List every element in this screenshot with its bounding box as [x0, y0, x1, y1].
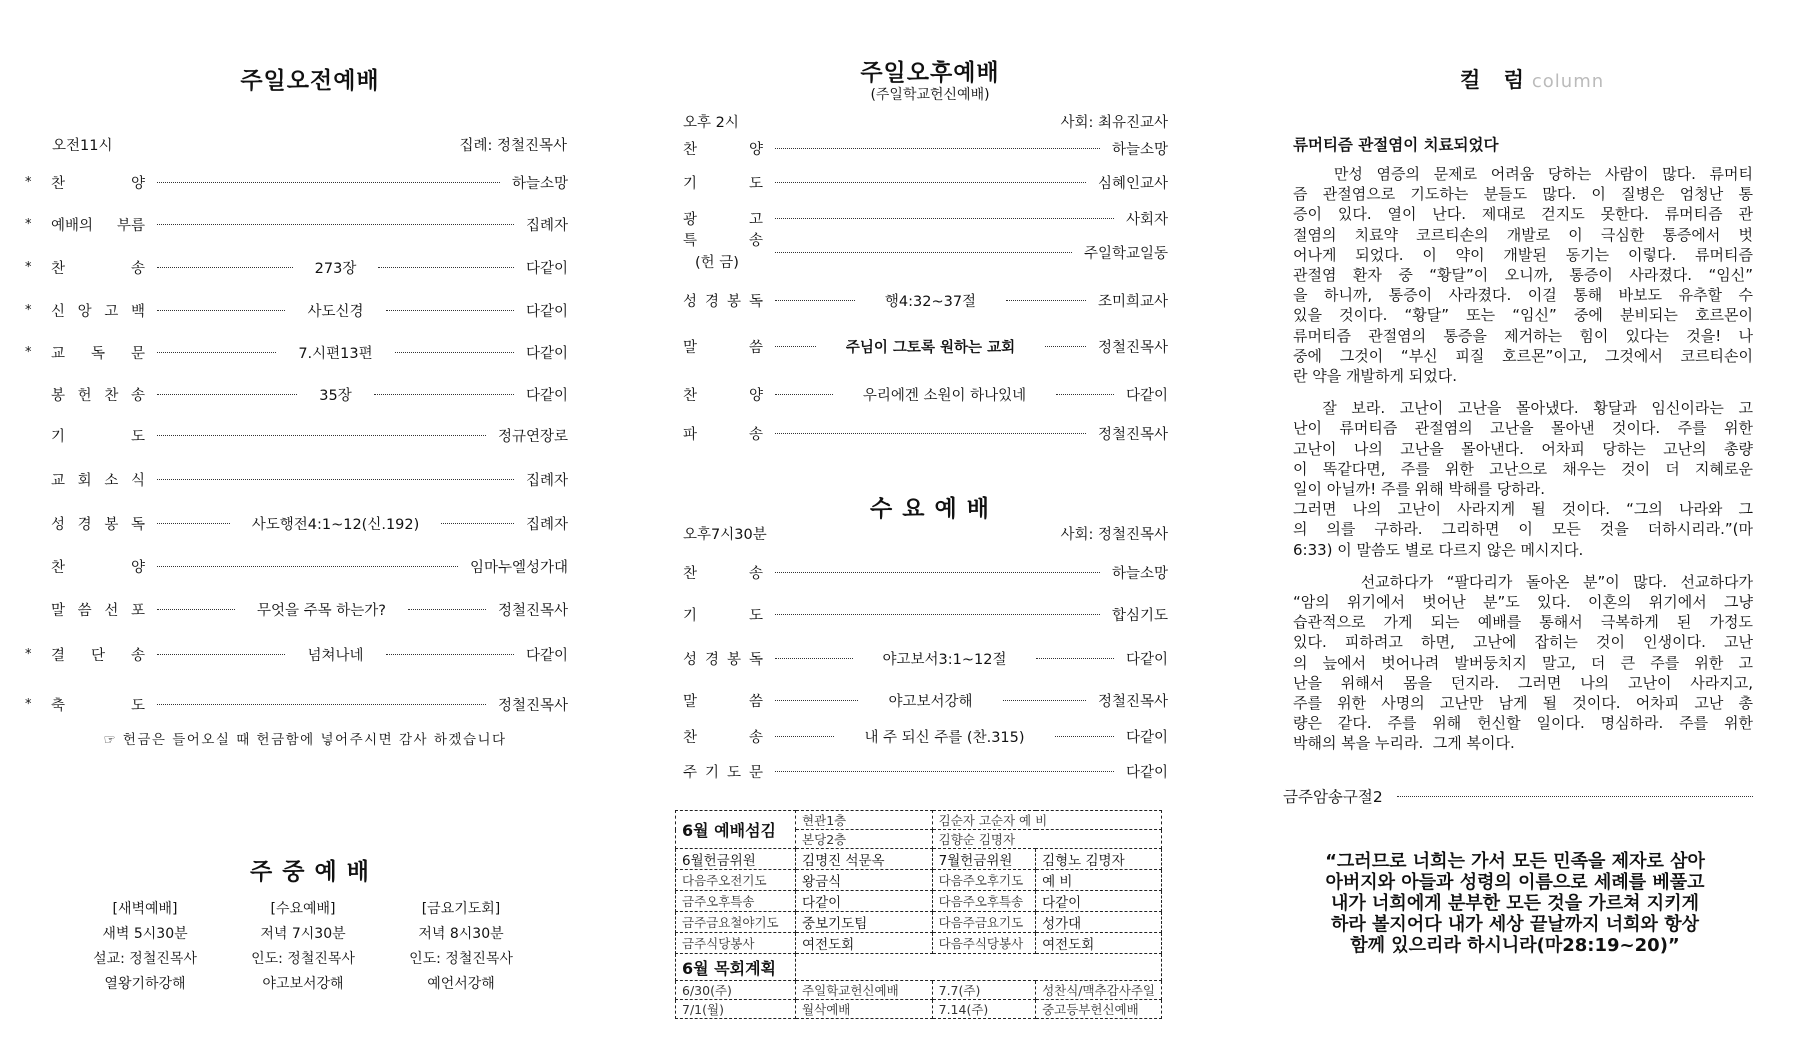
dotted-leader	[775, 394, 833, 395]
essay-line: 이 똑같다면, 주를 위한 고난으로 채우는 것이 더 지혜로운	[1293, 459, 1753, 478]
essay-line: 박해의 복을 누리라. 그게 복이다.	[1293, 734, 1515, 753]
order-row	[25, 213, 568, 235]
order-label: 찬 송	[683, 729, 763, 746]
order-row	[25, 643, 568, 665]
dotted-leader	[1036, 658, 1114, 659]
essay-line: 관절염 환자 중 “황달”이 오니까, 통증이 사라졌다. “임신”	[1293, 266, 1753, 285]
order-person: 집례자	[525, 217, 568, 234]
schedule-table	[675, 810, 1162, 1019]
dotted-leader	[157, 654, 285, 655]
dotted-leader	[441, 523, 514, 524]
order-row	[683, 689, 1168, 711]
order-label: 특 송	[683, 233, 763, 249]
order-person: 다같이	[1125, 764, 1168, 781]
order-detail: 사도행전4:1~12(신.192)	[251, 516, 420, 533]
dotted-leader	[157, 182, 500, 183]
dotted-leader	[1055, 736, 1114, 737]
order-person: 다같이	[525, 303, 568, 320]
dotted-leader	[775, 736, 834, 737]
required-standing-mark: *	[25, 696, 32, 712]
essay-line: 의 늪에서 벗어나려 발버둥치지 말고, 더 큰 주를 위한 고	[1293, 653, 1753, 672]
order-row	[683, 603, 1168, 625]
dotted-leader	[157, 479, 514, 480]
order-label: 신 앙 고 백	[51, 303, 145, 320]
order-label: 예배의 부름	[51, 217, 145, 234]
order-detail: 행4:32~37절	[884, 293, 977, 310]
order-person: 하늘소망	[511, 175, 568, 192]
weekday-person: 설교: 정철진목사	[93, 951, 197, 967]
afternoon-service-header	[683, 111, 1168, 132]
order-label: 기 도	[683, 175, 763, 192]
order-row	[25, 171, 568, 193]
order-detail: 35장	[319, 387, 352, 404]
order-detail: 넘쳐나네	[307, 647, 364, 664]
dotted-leader	[157, 523, 230, 524]
dotted-leader	[775, 300, 855, 301]
weekday-service-column	[218, 897, 388, 997]
table-row	[676, 981, 1162, 1000]
table-cell: 김형노 김명자	[1036, 849, 1162, 870]
order-person: 합심기도	[1111, 607, 1168, 624]
table-row	[676, 891, 1162, 912]
order-person: 정규연장로	[497, 428, 568, 445]
order-row	[25, 256, 568, 278]
dotted-leader	[1003, 700, 1086, 701]
order-row	[683, 760, 1168, 782]
order-person: 다같이	[525, 387, 568, 404]
essay-line: 중에 그것이 “부신 피질 호르몬”이고, 그것에서 코르티손이	[1293, 346, 1753, 365]
dotted-leader	[1056, 394, 1114, 395]
dotted-leader	[775, 218, 1114, 219]
order-row	[25, 299, 568, 321]
order-row	[683, 725, 1168, 747]
order-person: 정철진목사	[1097, 693, 1168, 710]
weekday-service-column	[376, 897, 546, 997]
order-row	[25, 555, 568, 577]
dotted-leader	[157, 435, 486, 436]
essay-line: 란 약을 개발하게 되었다.	[1293, 367, 1457, 386]
table-cell: 금주금요철야기도	[676, 912, 796, 933]
order-label: 봉 헌 찬 송	[51, 387, 145, 404]
wednesday-time: 오후7시30분	[683, 527, 767, 543]
dotted-leader	[775, 346, 816, 347]
weekday-topic: 예언서강해	[427, 976, 495, 992]
order-detail: 273장	[314, 260, 357, 277]
essay-line: 증이 있다. 열이 난다. 제대로 걷지도 못한다. 류머티즘 관	[1293, 205, 1753, 224]
order-person: 집례자	[525, 472, 568, 489]
table-cell: 다음주오후기도	[932, 870, 1035, 891]
order-label: 축 도	[51, 697, 145, 714]
table-cell: 김명진 석문옥	[796, 849, 933, 870]
weekday-person: 인도: 정철진목사	[409, 951, 513, 967]
dotted-leader	[157, 566, 458, 567]
essay-line: 난이 류머티즘 관절염의 고난을 몰아낸 것이다. 주를 위한	[1293, 419, 1753, 438]
verse-line: 아버지와 아들과 성령의 이름으로 세례를 베풀고	[1325, 872, 1705, 893]
table-cell: 7.14(주)	[932, 1000, 1035, 1019]
order-row	[25, 512, 568, 534]
essay-paragraph	[1293, 572, 1753, 754]
table-cell: 6월헌금위원	[676, 849, 796, 870]
dotted-leader	[386, 654, 514, 655]
order-row	[683, 383, 1168, 405]
dotted-leader	[775, 572, 1100, 573]
weekday-topic: 열왕기하강해	[104, 976, 186, 992]
column-title-block	[1460, 64, 1604, 94]
dotted-leader	[157, 310, 285, 311]
essay-line: 을 하니까, 통증이 사라졌다. 이걸 통해 바보도 유추할 수	[1293, 286, 1753, 305]
table-cell: 성가대	[1036, 912, 1162, 933]
essay-line: 6:33) 이 말씀도 별로 다르지 않은 메시지다.	[1293, 540, 1584, 559]
table-cell: 본당2층	[796, 830, 933, 849]
essay-line: 선교하다가 “팔다리가 돌아온 분”이 많다. 선교하다가	[1293, 572, 1753, 591]
order-row	[683, 422, 1168, 444]
order-row	[25, 383, 568, 405]
column-title: 컬 럼	[1460, 68, 1532, 92]
order-person: 다같이	[525, 647, 568, 664]
weekday-topic: 야고보서강해	[262, 976, 344, 992]
weekday-time: 새벽 5시30분	[102, 926, 188, 942]
order-row	[683, 647, 1168, 669]
order-detail: 우리에겐 소원이 하나있네	[862, 387, 1027, 404]
order-label: 성 경 봉 독	[683, 293, 763, 310]
order-detail: 사도신경	[307, 303, 364, 320]
afternoon-service-title: 주일오후예배	[860, 60, 1000, 86]
required-standing-mark: *	[25, 174, 32, 190]
table-cell: 중고등부헌신예배	[1036, 1000, 1162, 1019]
order-row	[25, 693, 568, 715]
weekday-name: [수요예배]	[270, 901, 336, 917]
table-cell: 여전도회	[1036, 933, 1162, 954]
table-cell: 주일학교헌신예배	[796, 981, 933, 1000]
order-detail: 7.시편13편	[298, 345, 373, 362]
dotted-leader	[775, 433, 1086, 434]
table-cell: 6/30(주)	[676, 981, 796, 1000]
essay-line: “암의 위기에서 벗어난 분”도 있다. 이혼의 위기에서 그냥	[1293, 593, 1753, 612]
wednesday-service-header	[683, 523, 1168, 544]
morning-time: 오전11시	[52, 138, 113, 154]
order-row	[25, 468, 568, 490]
order-row	[683, 137, 1168, 159]
table-cell: 금주오후특송	[676, 891, 796, 912]
plan-title: 6월 목회계획	[676, 954, 796, 981]
order-person: 다같이	[1125, 387, 1169, 404]
order-label: 찬 양	[683, 141, 763, 158]
order-person: 다같이	[525, 260, 568, 277]
required-standing-mark: *	[25, 344, 32, 360]
order-label: 찬 송	[683, 565, 763, 582]
weekday-time: 저녁 8시30분	[418, 926, 504, 942]
order-person: 하늘소망	[1111, 141, 1168, 158]
table-cell: 7월헌금위원	[932, 849, 1035, 870]
order-detail: 주님이 그토록 원하는 교회	[845, 339, 1016, 356]
required-standing-mark: *	[25, 216, 32, 232]
dotted-leader	[157, 352, 276, 353]
table-cell: 다같이	[796, 891, 933, 912]
morning-service-header	[52, 134, 567, 155]
table-row	[676, 912, 1162, 933]
order-row	[683, 233, 1168, 271]
dotted-leader	[775, 658, 853, 659]
table-cell	[796, 954, 1162, 981]
dotted-leader	[1397, 796, 1753, 797]
dotted-leader	[408, 609, 486, 610]
table-cell: 예 비	[1036, 870, 1162, 891]
order-person: 임마누엘성가대	[469, 559, 568, 576]
essay-line: 습관적으로 가게 되는 예배를 통해서 극복하게 된 가정도	[1293, 613, 1753, 632]
essay-line: 고난이 나의 고난을 몰아낸다. 어차피 당하는 고난의 총량	[1293, 439, 1753, 458]
essay-paragraph	[1293, 164, 1753, 386]
weekday-services-title: 주 중 예 배	[250, 859, 370, 885]
column-essay	[1293, 164, 1753, 766]
verse-line: “그러므로 너희는 가서 모든 민족을 제자로 삼아	[1325, 851, 1705, 872]
order-person: 정철진목사	[1097, 426, 1168, 443]
servers-title: 6월 예배섬김	[676, 811, 796, 849]
order-person: 정철진목사	[1097, 339, 1168, 356]
memory-verse-title: 금주암송구절2	[1283, 788, 1383, 806]
order-label: 말 씀	[683, 693, 763, 710]
order-row	[683, 171, 1168, 193]
table-cell: 7.7(주)	[932, 981, 1035, 1000]
table-cell: 김순자 고순자 예 비	[932, 811, 1161, 830]
dotted-leader	[374, 394, 514, 395]
table-cell: 다같이	[1036, 891, 1162, 912]
order-person: 다같이	[1125, 651, 1169, 668]
order-label: 주 기 도 문	[683, 764, 763, 781]
essay-line: 있을 것이다. “황달” 또는 “임신” 중에 분비되는 호르몬이	[1293, 306, 1753, 325]
morning-leader: 집례: 정철진목사	[459, 138, 567, 154]
order-row	[683, 207, 1168, 229]
weekday-person: 인도: 정철진목사	[251, 951, 355, 967]
table-cell: 성찬식/맥추감사주일	[1036, 981, 1162, 1000]
table-row	[676, 1000, 1162, 1019]
order-label: 광 고	[683, 211, 763, 228]
essay-line: 즘 관절염으로 기도하는 분들도 많다. 이 질병은 엄청난 통	[1293, 185, 1753, 204]
essay-line: 주를 위한 사명의 고난만 남게 될 것이다. 어차피 고난 총	[1293, 694, 1753, 713]
order-label: 결 단 송	[51, 647, 145, 664]
table-cell: 다음주오전기도	[676, 870, 796, 891]
order-label: 기 도	[51, 428, 145, 445]
order-label: 찬 양	[683, 387, 763, 404]
table-cell: 7/1(월)	[676, 1000, 796, 1019]
table-cell: 중보기도팀	[796, 912, 933, 933]
order-label: 기 도	[683, 607, 763, 624]
table-cell: 김향순 김명자	[932, 830, 1161, 849]
weekday-name: [금요기도회]	[421, 901, 501, 917]
column-title-en: column	[1531, 71, 1605, 92]
order-person: 다같이	[1125, 729, 1168, 746]
table-cell: 금주식당봉사	[676, 933, 796, 954]
weekday-time: 저녁 7시30분	[260, 926, 346, 942]
dotted-leader	[157, 704, 486, 705]
table-row	[676, 933, 1162, 954]
dotted-leader	[775, 614, 1100, 615]
order-person: 정철진목사	[497, 697, 568, 714]
order-label: 성 경 봉 독	[51, 516, 145, 533]
essay-line: 난을 위해서 몸을 던지라. 그러면 나의 고난이 사라지고,	[1293, 673, 1753, 692]
dotted-leader	[775, 252, 1072, 253]
order-detail: 야고보서강해	[888, 693, 973, 710]
dotted-leader	[775, 182, 1086, 183]
order-label: 말 씀 선 포	[51, 602, 145, 619]
order-detail: 무엇을 주목 하는가?	[256, 602, 386, 619]
order-label-group	[683, 230, 763, 274]
order-person: 조미희교사	[1097, 293, 1169, 310]
order-person: 다같이	[525, 345, 568, 362]
table-row	[676, 870, 1162, 891]
order-label: 성 경 봉 독	[683, 651, 763, 668]
order-person: 심혜인교사	[1097, 175, 1168, 192]
dotted-leader	[157, 394, 297, 395]
essay-line: 있다. 피하려고 하면, 고난에 잡히는 것이 인생이다. 고난	[1293, 633, 1753, 652]
order-label: 교 회 소 식	[51, 472, 145, 489]
column-heading: 류머티즘 관절염이 치료되었다	[1293, 136, 1499, 154]
order-person: 정철진목사	[497, 602, 568, 619]
essay-line: 그러면 나의 고난이 사라지게 될 것이다. “그의 나라와 그	[1293, 500, 1753, 519]
essay-line: 만성 염증의 문제로 어려움 당하는 사람이 많다. 류머티	[1293, 165, 1753, 183]
order-label: 교 독 문	[51, 345, 145, 362]
dotted-leader	[157, 224, 514, 225]
order-row	[683, 289, 1168, 311]
essay-line: 절염의 치료약 코르티손의 개발로 이 극심한 통증에서 벗	[1293, 225, 1753, 244]
memory-verse-header	[1283, 785, 1753, 807]
wednesday-service-title: 수 요 예 배	[870, 496, 990, 522]
order-row	[25, 341, 568, 363]
verse-line: 함께 있으리라 하시니라(마28:19~20)”	[1350, 935, 1680, 956]
order-person: 주일학교일동	[1083, 245, 1168, 262]
morning-service-title: 주일오전예배	[240, 68, 380, 94]
order-label: 찬 양	[51, 175, 145, 192]
dotted-leader	[386, 310, 514, 311]
weekday-service-column	[60, 897, 230, 997]
dotted-leader	[395, 352, 514, 353]
order-row	[25, 598, 568, 620]
verse-line: 하라 볼지어다 내가 세상 끝날까지 너희와 항상	[1331, 914, 1699, 935]
wednesday-leader: 사회: 정철진목사	[1060, 527, 1168, 543]
order-label: 찬 송	[51, 260, 145, 277]
table-cell: 현관1층	[796, 811, 933, 830]
order-row	[25, 424, 568, 446]
order-label: 파 송	[683, 426, 763, 443]
essay-line: 어나게 되었다. 이 약이 개발된 동기는 이렇다. 류머티즘	[1293, 245, 1753, 264]
table-cell: 월삭예배	[796, 1000, 933, 1019]
order-detail: 내 주 되신 주를 (찬.315)	[864, 729, 1025, 746]
table-row	[676, 954, 1162, 981]
essay-paragraph	[1293, 398, 1753, 560]
order-row	[683, 561, 1168, 583]
table-cell: 다음주오후특송	[932, 891, 1035, 912]
afternoon-time: 오후 2시	[683, 115, 739, 131]
table-row	[676, 849, 1162, 870]
afternoon-service-subtitle: (주일학교헌신예배)	[870, 87, 990, 103]
order-label-sub: (헌 금)	[695, 255, 739, 271]
order-label: 말 씀	[683, 339, 763, 356]
order-person: 하늘소망	[1111, 565, 1168, 582]
weekday-name: [새벽예배]	[112, 901, 178, 917]
memory-verse	[1280, 851, 1750, 956]
required-standing-mark: *	[25, 646, 32, 662]
order-row	[683, 335, 1168, 357]
table-row	[676, 811, 1162, 830]
essay-line: 량은 같다. 주를 위해 헌신할 일이다. 명심하라. 주를 위한	[1293, 714, 1753, 733]
essay-line: 잘 보라. 고난이 고난을 몰아냈다. 황달과 임신이라는 고	[1293, 399, 1753, 418]
required-standing-mark: *	[25, 259, 32, 275]
verse-line: 내가 너희에게 분부한 모든 것을 가르쳐 지키게	[1331, 893, 1699, 914]
order-label: 찬 양	[51, 559, 145, 576]
order-person: 집례자	[525, 516, 569, 533]
table-cell: 여전도회	[796, 933, 933, 954]
essay-line: 류머티즘 관절염의 통증을 제거하는 힘이 있다는 것을! 나	[1293, 326, 1753, 345]
essay-line: 일이 아닐까! 주를 위해 박해를 당하라.	[1293, 480, 1545, 499]
required-standing-mark: *	[25, 302, 32, 318]
order-person: 사회자	[1125, 211, 1168, 228]
essay-line: 의 의를 구하라. 그리하면 이 모든 것을 더하시리라.”(마	[1293, 520, 1753, 539]
dotted-leader	[775, 771, 1114, 772]
dotted-leader	[775, 700, 858, 701]
dotted-leader	[1006, 300, 1086, 301]
offering-note: ☞ 헌금은 들어오실 때 헌금함에 넣어주시면 감사 하겠습니다	[103, 732, 507, 748]
table-cell: 다음주금요기도	[932, 912, 1035, 933]
table-cell: 왕금식	[796, 870, 933, 891]
dotted-leader	[157, 609, 235, 610]
dotted-leader	[1045, 346, 1086, 347]
dotted-leader	[775, 148, 1100, 149]
dotted-leader	[157, 267, 293, 268]
order-detail: 야고보서3:1~12절	[882, 651, 1007, 668]
afternoon-leader: 사회: 최유진교사	[1060, 115, 1168, 131]
dotted-leader	[378, 267, 514, 268]
table-cell: 다음주식당봉사	[932, 933, 1035, 954]
